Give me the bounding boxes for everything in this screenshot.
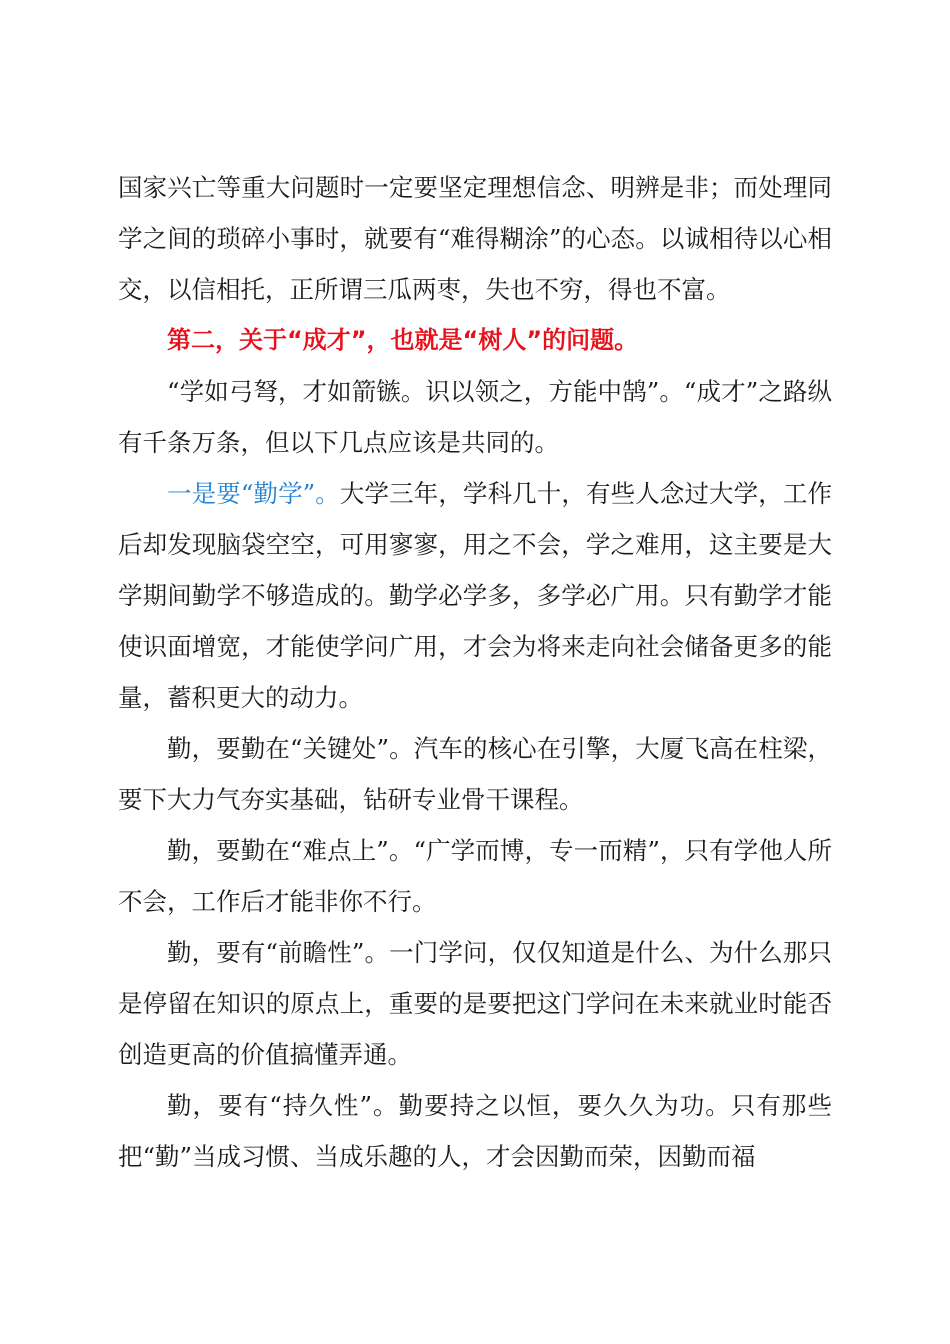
paragraph-body-text: 大学三年，学科几十，有些人念过大学，工作后却发现脑袋空空，可用寥寥，用之不会，学之难用，这主要是大学期间勤学不够造成的。勤学必学多，多学必广用。只有勤学才能使识面增宽，才能使学问广用，才会为将来走向社会储备更多的能量，蓄积更大的动力。	[118, 479, 832, 712]
paragraph-continuation: 国家兴亡等重大问题时一定要坚定理想信念、明辨是非；而处理同学之间的琐碎小事时，就要有“难得糊涂”的心态。以诚相待以心相交，以信相托，正所谓三瓜两枣，失也不穷，得也不富。	[118, 173, 832, 304]
paragraph-diligent-study	[118, 468, 832, 723]
paragraph-foresight: 勤，要有“前瞻性”。一门学问，仅仅知道是什么、为什么那只是停留在知识的原点上，重要的是要把这门学问在未来就业时能否创造更高的价值搞懂弄通。	[118, 938, 832, 1069]
section-heading: 第二，关于“成才”，也就是“树人”的问题。	[167, 326, 639, 354]
paragraph-difficulties: 勤，要勤在“难点上”。“广学而博，专一而精”，只有学他人所不会，工作后才能非你不行。	[118, 836, 832, 916]
paragraph-quote: “学如弓弩，才如箭镞。识以领之，方能中鹄”。“成才”之路纵有千条万条，但以下几点应该是共同的。	[118, 377, 832, 457]
paragraph-lead-phrase: 一是要“勤学”。	[167, 479, 340, 508]
document-body	[118, 162, 832, 1182]
paragraph-key-points: 勤，要勤在“关键处”。汽车的核心在引擎，大厦飞高在柱梁，要下大力气夯实基础，钻研专业骨干课程。	[118, 734, 832, 814]
paragraph-persistence: 勤，要有“持久性”。勤要持之以恒，要久久为功。只有那些把“勤”当成习惯、当成乐趣的人，才会因勤而荣，因勤而福	[118, 1091, 832, 1171]
